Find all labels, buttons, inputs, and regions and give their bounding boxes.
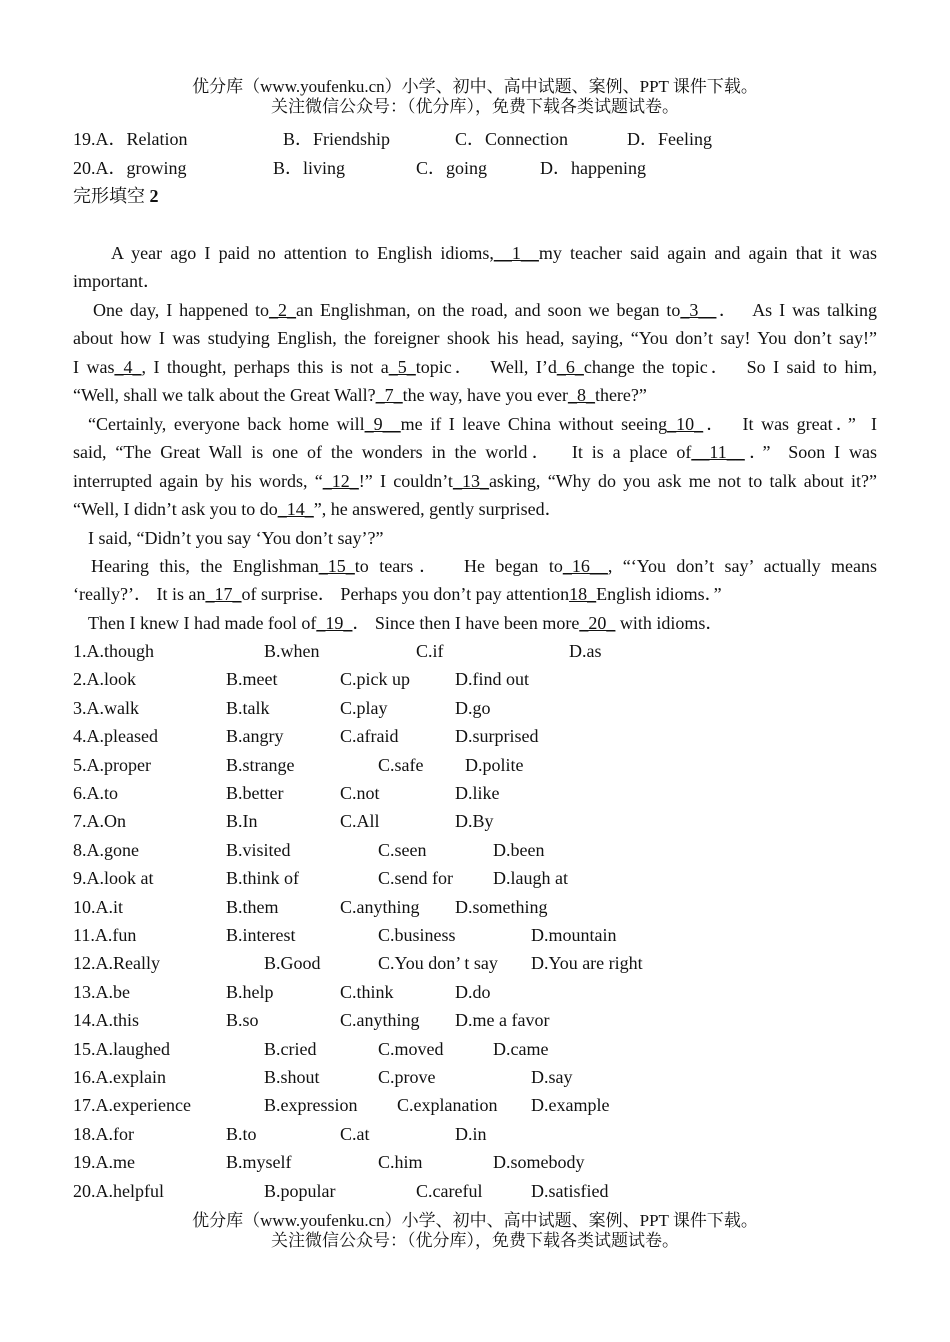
option-d: D.do bbox=[455, 981, 491, 1002]
option-a: 13.A.be bbox=[73, 981, 130, 1002]
blank-10: _10_ bbox=[667, 414, 704, 434]
blank-19: _19_ bbox=[316, 613, 353, 633]
blank-16: _16__ bbox=[562, 556, 608, 576]
option-d: D.as bbox=[569, 641, 602, 661]
option-b: B.cried bbox=[264, 1038, 317, 1059]
passage-line: “Certainly, everyone back home will_9__me if I leave China without seeing_10_． It was great．” I bbox=[88, 414, 877, 434]
option-a: 14.A.this bbox=[73, 1010, 140, 1031]
option-a: 17.A.experience bbox=[73, 1095, 191, 1116]
option-b: B.to bbox=[226, 1123, 257, 1144]
option-c: C.All bbox=[340, 811, 380, 832]
option-b: B．Friendship bbox=[283, 129, 391, 149]
header-watermark bbox=[0, 77, 950, 117]
option-a: 3.A.walk bbox=[73, 697, 139, 718]
option-b: B.Good bbox=[264, 953, 321, 974]
blank-7: _7_ bbox=[375, 385, 403, 405]
option-b: B.talk bbox=[226, 697, 270, 718]
option-a: 9.A.look at bbox=[73, 868, 154, 889]
blank-12: _12_ bbox=[322, 471, 359, 491]
passage-line: ‘really?’． It is an_17_of surprise． Perhaps you don’t pay attention18_English idioms．” bbox=[73, 584, 722, 604]
option-b: B.visited bbox=[226, 839, 291, 860]
option-a: 2.A.look bbox=[73, 669, 136, 690]
option-d: D.in bbox=[455, 1123, 487, 1144]
option-d: D.surprised bbox=[455, 726, 539, 747]
blank-14: _14_ bbox=[277, 499, 314, 519]
option-c: C．going bbox=[416, 158, 488, 178]
option-a: 7.A.On bbox=[73, 811, 126, 832]
option-b: B.think of bbox=[226, 868, 300, 889]
option-c: C.prove bbox=[378, 1067, 436, 1087]
option-a: 6.A.to bbox=[73, 783, 118, 803]
watermark-line1: 优分库（www.youfenku.cn）小学、初中、高中试题、案例、PPT 课件下载。 bbox=[192, 1211, 758, 1230]
watermark-line2: 关注微信公众号：（优分库），免费下载各类试题试卷。 bbox=[271, 1231, 679, 1250]
option-a: 20.A．growing bbox=[73, 158, 187, 178]
option-a: 10.A.it bbox=[73, 896, 124, 917]
option-b: B.strange bbox=[226, 754, 295, 775]
passage-line: “Well, I didn’t ask you to do_14_”, he answered, gently surprised． bbox=[73, 499, 563, 519]
option-d: D.came bbox=[493, 1038, 549, 1059]
option-d: D.been bbox=[493, 839, 545, 860]
option-d: D.like bbox=[455, 783, 500, 803]
section-title: 完形填空 2 bbox=[73, 186, 159, 206]
option-c: C.at bbox=[340, 1123, 370, 1144]
option-a: 11.A.fun bbox=[73, 925, 137, 945]
blank-9: _9__ bbox=[364, 414, 401, 434]
option-d: D.say bbox=[531, 1067, 573, 1087]
watermark-line2: 关注微信公众号：（优分库），免费下载各类试题试卷。 bbox=[271, 97, 679, 116]
blank-3: _3__ bbox=[680, 300, 717, 320]
option-d: D.mountain bbox=[531, 925, 617, 945]
passage-line: I was_4_, I thought, perhaps this is not a_5_topic． Well, I’d_6_change the topic． So I said to him, bbox=[73, 357, 878, 377]
option-c: C.anything bbox=[340, 1010, 420, 1031]
option-c: C.not bbox=[340, 783, 380, 803]
option-b: B．living bbox=[273, 158, 346, 178]
passage-line: interrupted again by his words, “_12_!” I couldn’t_13_asking, “Why do you ask me not to talk about it?” bbox=[73, 471, 877, 491]
option-d: D．happening bbox=[540, 158, 646, 178]
passage-line: about how I was studying English, the foreigner shook his head, saying, “You don’t say! You don’t say!” bbox=[73, 328, 877, 348]
option-a: 18.A.for bbox=[73, 1123, 134, 1144]
blank-20: _20_ bbox=[579, 613, 616, 633]
blank-4: _4_ bbox=[114, 357, 142, 377]
option-c: C.play bbox=[340, 697, 388, 718]
option-b: B.them bbox=[226, 896, 279, 917]
option-d: D.example bbox=[531, 1095, 610, 1116]
footer-watermark bbox=[0, 1211, 950, 1251]
blank-18: 18_ bbox=[569, 584, 597, 604]
option-a: 12.A.Really bbox=[73, 953, 160, 974]
passage-line: said, “The Great Wall is one of the wonders in the world． It is a place of__11__．” Soon I was bbox=[73, 442, 877, 462]
option-c: C.anything bbox=[340, 896, 420, 917]
option-c: C.explanation bbox=[397, 1095, 498, 1116]
option-c: C.afraid bbox=[340, 726, 399, 747]
option-c: C.business bbox=[378, 925, 456, 945]
option-b: B.shout bbox=[264, 1067, 320, 1087]
option-c: C.You don’ t say bbox=[378, 953, 498, 974]
option-b: B.better bbox=[226, 783, 284, 803]
blank-8: _8_ bbox=[567, 385, 595, 405]
option-c: C.careful bbox=[416, 1180, 483, 1201]
option-a: 1.A.though bbox=[73, 641, 154, 661]
option-b: B.expression bbox=[264, 1095, 358, 1116]
blank-6: _6_ bbox=[556, 357, 584, 377]
option-d: D.polite bbox=[465, 754, 524, 775]
passage-line: I said, “Didn’t you say ‘You don’t say’?” bbox=[88, 528, 384, 548]
option-d: D.find out bbox=[455, 669, 529, 690]
option-d: D.me a favor bbox=[455, 1010, 550, 1031]
option-a: 15.A.laughed bbox=[73, 1038, 170, 1059]
option-c: C.pick up bbox=[340, 669, 410, 690]
option-d: D.somebody bbox=[493, 1152, 585, 1173]
blank-15: _15_ bbox=[318, 556, 355, 576]
passage-line: important． bbox=[73, 271, 161, 291]
option-c: C.moved bbox=[378, 1038, 444, 1059]
option-b: B.In bbox=[226, 811, 258, 832]
blank-17: _17_ bbox=[205, 584, 242, 604]
blank-11: __11__ bbox=[691, 442, 745, 462]
option-b: B.help bbox=[226, 981, 274, 1002]
option-b: B.so bbox=[226, 1010, 259, 1031]
passage-line: “Well, shall we talk about the Great Wall?_7_the way, have you ever_8_there?” bbox=[73, 385, 647, 405]
option-c: C.think bbox=[340, 981, 394, 1002]
option-b: B.myself bbox=[226, 1152, 292, 1173]
option-a: 19.A．Relation bbox=[73, 129, 188, 149]
option-c: C.if bbox=[416, 641, 444, 661]
option-d: D.laugh at bbox=[493, 868, 568, 889]
option-d: D．Feeling bbox=[627, 129, 712, 149]
option-b: B.meet bbox=[226, 669, 278, 690]
option-b: B.when bbox=[264, 641, 320, 661]
passage-line: Hearing this, the Englishman_15_to tears． He began to_16__, “‘You don’t say’ actually means bbox=[91, 556, 878, 576]
option-c: C.send for bbox=[378, 868, 453, 889]
option-c: C.safe bbox=[378, 754, 424, 775]
option-d: D.By bbox=[455, 811, 494, 832]
option-d: D.go bbox=[455, 697, 491, 718]
passage-line: One day, I happened to_2_an Englishman, on the road, and soon we began to_3__． As I was talking bbox=[93, 300, 877, 320]
passage-line: A year ago I paid no attention to English idioms,__1__my teacher said again and again that it was bbox=[111, 243, 877, 263]
option-c: C．Connection bbox=[455, 129, 568, 149]
option-b: B.popular bbox=[264, 1180, 336, 1201]
option-d: D.something bbox=[455, 896, 548, 917]
option-d: D.You are right bbox=[531, 953, 643, 974]
option-a: 19.A.me bbox=[73, 1152, 135, 1173]
passage-line: Then I knew I had made fool of_19_． Since then I have been more_20_ with idioms． bbox=[88, 613, 724, 633]
option-a: 20.A.helpful bbox=[73, 1180, 164, 1201]
blank-2: _2_ bbox=[269, 300, 297, 320]
option-a: 5.A.proper bbox=[73, 754, 151, 775]
option-b: B.angry bbox=[226, 726, 284, 747]
blank-5: _5_ bbox=[388, 357, 416, 377]
blank-13: _13_ bbox=[452, 471, 489, 491]
option-a: 8.A.gone bbox=[73, 839, 139, 860]
option-c: C.seen bbox=[378, 839, 427, 860]
blank-1: __1__ bbox=[493, 243, 539, 263]
option-a: 16.A.explain bbox=[73, 1067, 166, 1087]
option-d: D.satisfied bbox=[531, 1180, 609, 1201]
option-c: C.him bbox=[378, 1152, 423, 1173]
option-b: B.interest bbox=[226, 925, 296, 945]
watermark-line1: 优分库（www.youfenku.cn）小学、初中、高中试题、案例、PPT 课件下载。 bbox=[192, 77, 758, 96]
option-a: 4.A.pleased bbox=[73, 726, 158, 747]
